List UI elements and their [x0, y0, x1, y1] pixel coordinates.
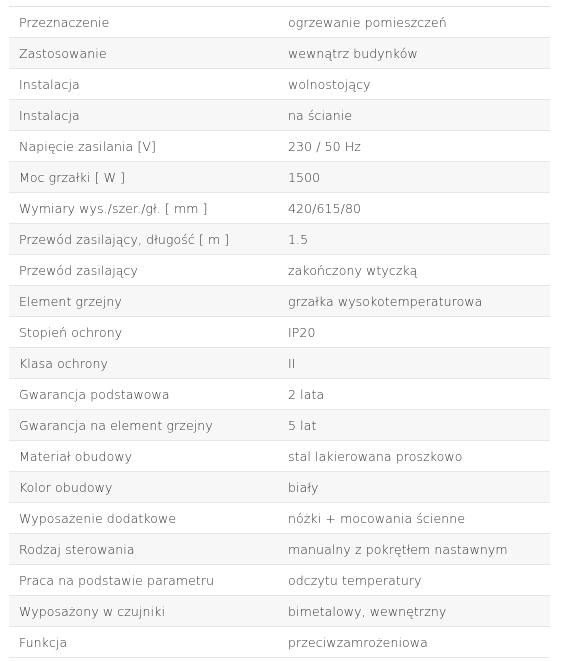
- table-row: [9, 503, 550, 534]
- table-row: [9, 255, 550, 286]
- spec-value: na ścianie: [278, 100, 550, 131]
- table-row: [9, 379, 550, 410]
- spec-label: Instalacja: [9, 69, 278, 100]
- spec-value: IP20: [278, 317, 550, 348]
- spec-value: ogrzewanie pomieszczeń: [278, 7, 550, 38]
- spec-label: Wymiary wys./szer./gł. [ mm ]: [9, 193, 278, 224]
- table-row: [9, 193, 550, 224]
- spec-label: Napięcie zasilania [V]: [9, 131, 278, 162]
- spec-label: Materiał obudowy: [9, 441, 278, 472]
- spec-label: Funkcja: [9, 627, 278, 658]
- spec-label: Zastosowanie: [9, 38, 278, 69]
- spec-label: Gwarancja na element grzejny: [9, 410, 278, 441]
- table-row: [9, 317, 550, 348]
- table-row: [9, 7, 550, 38]
- spec-value: 230 / 50 Hz: [278, 131, 550, 162]
- spec-value: zakończony wtyczką: [278, 255, 550, 286]
- spec-value: stal lakierowana proszkowo: [278, 441, 550, 472]
- table-row: [9, 162, 550, 193]
- table-row: [9, 627, 550, 658]
- spec-value: 420/615/80: [278, 193, 550, 224]
- spec-label: Stopień ochrony: [9, 317, 278, 348]
- table-row: [9, 69, 550, 100]
- spec-label: Wyposażenie dodatkowe: [9, 503, 278, 534]
- spec-value: 5 lat: [278, 410, 550, 441]
- spec-label: Przewód zasilający, długość [ m ]: [9, 224, 278, 255]
- spec-value: przeciwzamrożeniowa: [278, 627, 550, 658]
- spec-value: odczytu temperatury: [278, 565, 550, 596]
- spec-label: Przewód zasilający: [9, 255, 278, 286]
- spec-label: Rodzaj sterowania: [9, 534, 278, 565]
- spec-value: grzałka wysokotemperaturowa: [278, 286, 550, 317]
- spec-value: biały: [278, 472, 550, 503]
- spec-value: manualny z pokrętłem nastawnym: [278, 534, 550, 565]
- spec-value: nóżki + mocowania ścienne: [278, 503, 550, 534]
- spec-label: Element grzejny: [9, 286, 278, 317]
- table-row: [9, 348, 550, 379]
- table-row: [9, 472, 550, 503]
- spec-value: 1.5: [278, 224, 550, 255]
- table-row: [9, 286, 550, 317]
- spec-label: Praca na podstawie parametru: [9, 565, 278, 596]
- spec-label: Instalacja: [9, 100, 278, 131]
- spec-label: Klasa ochrony: [9, 348, 278, 379]
- spec-label: Moc grzałki [ W ]: [9, 162, 278, 193]
- table-row: [9, 534, 550, 565]
- spec-label: Gwarancja podstawowa: [9, 379, 278, 410]
- spec-label: Przeznaczenie: [9, 7, 278, 38]
- table-row: [9, 410, 550, 441]
- spec-value: 1500: [278, 162, 550, 193]
- table-row: [9, 224, 550, 255]
- spec-label: Wyposażony w czujniki: [9, 596, 278, 627]
- table-row: [9, 38, 550, 69]
- spec-value: wolnostojący: [278, 69, 550, 100]
- spec-label: Kolor obudowy: [9, 472, 278, 503]
- table-row: [9, 100, 550, 131]
- table-row: [9, 596, 550, 627]
- specification-table: [9, 6, 550, 658]
- table-row: [9, 441, 550, 472]
- table-row: [9, 131, 550, 162]
- table-row: [9, 565, 550, 596]
- spec-value: 2 lata: [278, 379, 550, 410]
- spec-value: wewnątrz budynków: [278, 38, 550, 69]
- spec-value: bimetalowy, wewnętrzny: [278, 596, 550, 627]
- spec-value: II: [278, 348, 550, 379]
